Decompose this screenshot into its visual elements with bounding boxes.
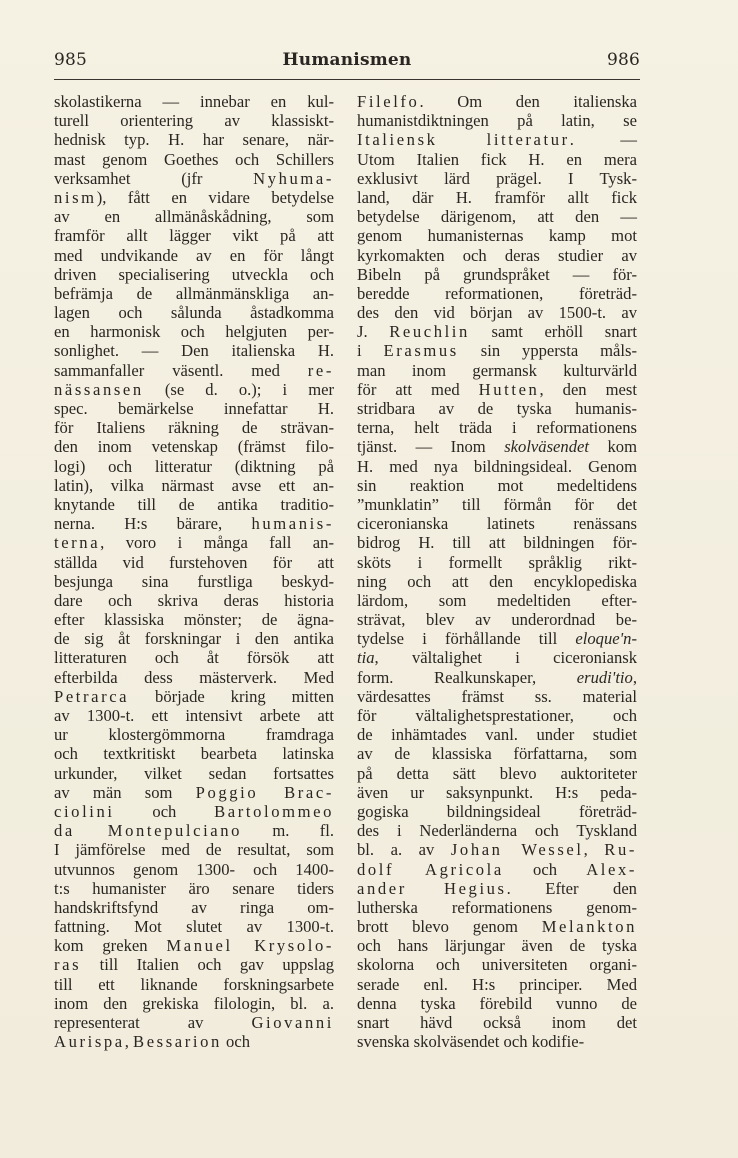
text-line <box>357 495 637 514</box>
spaced-name: Bessarion <box>133 1032 222 1052</box>
text-run: sin yppersta måls- <box>458 341 637 361</box>
text-run: bidrog H. till att bildningen för- <box>357 533 637 553</box>
spaced-name: Johan Wessel <box>450 840 584 860</box>
text-run: sammanfaller väsentl. med <box>54 360 308 380</box>
text-line <box>54 802 334 821</box>
text-line <box>357 418 637 437</box>
text-run: kom <box>589 437 637 457</box>
text-run: litteraturen och åt försök att <box>54 648 334 668</box>
text-line <box>357 533 637 552</box>
text-run: Bibeln på grundspråket — för- <box>357 264 637 284</box>
text-run: svenska skolväsendet och kodifie- <box>357 1032 585 1052</box>
spaced-name: ciolini <box>54 801 115 821</box>
text-line <box>357 572 637 591</box>
text-line <box>357 955 637 974</box>
spaced-name: Poggio Brac- <box>195 782 334 802</box>
text-run: tydelse i förhållande till <box>357 629 576 649</box>
text-line <box>357 303 637 322</box>
text-run: bl. a. av <box>357 840 451 860</box>
text-line <box>54 514 334 533</box>
text-line <box>54 341 334 360</box>
text-line <box>357 111 637 130</box>
text-line <box>54 361 334 380</box>
right-column <box>357 92 637 1051</box>
text-run: ), fått en vidare betydelse <box>96 187 334 207</box>
text-line <box>54 169 334 188</box>
text-run: I jämförelse med de resultat, som <box>54 840 334 860</box>
text-run: och textkritiskt bearbeta latinska <box>54 744 334 764</box>
text-line <box>357 610 637 629</box>
spaced-name: Giovanni <box>251 1013 334 1032</box>
text-run: . — <box>569 130 637 150</box>
text-run: Utom Italien fick H. en mera <box>357 149 637 169</box>
text-run: kom greken <box>54 936 167 956</box>
text-line <box>54 648 334 667</box>
text-line <box>54 898 334 917</box>
text-run: des den vid början av 1500-t. av <box>357 303 637 323</box>
text-line <box>357 840 637 859</box>
text-run: terna, helt träda i reformationens <box>357 418 637 438</box>
text-run: samt erhöll snart <box>469 322 637 342</box>
text-run: för att med <box>357 379 479 399</box>
spaced-name: Alex- <box>586 859 637 879</box>
text-line <box>357 764 637 783</box>
text-line <box>54 610 334 629</box>
text-line <box>54 821 334 840</box>
spaced-name: Melankton <box>541 917 637 937</box>
text-run: utvunnos genom 1300- och 1400- <box>54 859 334 879</box>
text-line <box>357 1013 637 1032</box>
text-run: form. Realkunskaper, <box>357 667 577 687</box>
text-line <box>54 533 334 552</box>
text-line <box>54 1013 334 1032</box>
text-run: ”munklatin” till förmån för det <box>357 494 637 514</box>
text-run: av män som <box>54 782 196 802</box>
text-run: en harmonisk och helgjuten per- <box>54 322 334 342</box>
text-line <box>357 687 637 706</box>
text-run: ställda vid furstehoven för att <box>54 552 334 572</box>
text-run: till Italien och gav uppslag <box>81 955 334 975</box>
text-run: tjänst. — Inom <box>357 437 505 457</box>
text-run: sköts i formellt språklig rikt- <box>357 552 637 572</box>
text-line <box>54 284 334 303</box>
text-run: befrämja de allmänmänskliga an- <box>54 283 334 303</box>
text-run: inom den grekiska filologin, bl. a. <box>54 993 334 1013</box>
text-line <box>54 303 334 322</box>
text-run: representerat av <box>54 1013 252 1032</box>
text-run: med undvikande av en för långt <box>54 245 334 265</box>
text-line <box>54 591 334 610</box>
spaced-name: nässansen <box>54 379 144 399</box>
text-line <box>54 476 334 495</box>
text-run: , <box>632 667 637 687</box>
text-run: för vältalighetsprestationer, och <box>357 706 637 725</box>
text-line <box>357 169 637 188</box>
text-run: började kring mitten <box>129 686 334 706</box>
text-run: de sig åt forskningar i den antika <box>54 629 334 649</box>
text-run: ning och att den encyklopediska <box>357 571 637 591</box>
text-line <box>357 783 637 802</box>
spaced-name: da Montepulciano <box>54 821 243 841</box>
text-run: dare och skriva deras historia <box>54 590 334 610</box>
text-run: och hans lärjungar även de tyska <box>357 936 637 956</box>
text-line <box>357 994 637 1013</box>
text-line <box>54 265 334 284</box>
italic-term: erudi'tio <box>576 667 633 687</box>
left-column <box>54 92 334 1051</box>
text-line <box>54 629 334 648</box>
text-run: mast genom Goethes och Schillers <box>54 149 334 169</box>
text-run: , den mest <box>539 379 637 399</box>
text-run: turell orientering av klassiskt- <box>54 111 334 131</box>
text-run: ur klostergömmorna framdraga <box>54 725 334 745</box>
text-run: , <box>583 840 605 860</box>
spaced-name: humanis- <box>251 514 334 534</box>
text-run: denna tyska förebild vunno de <box>357 993 637 1013</box>
text-line <box>54 744 334 763</box>
text-line <box>54 207 334 226</box>
text-run: fattning. Mot slutet av 1300-t. <box>54 917 334 937</box>
spaced-name: Petrarca <box>54 686 130 706</box>
text-line <box>54 994 334 1013</box>
text-run: strävat, blev av underordnad be- <box>357 610 637 630</box>
text-line <box>54 553 334 572</box>
text-run: i <box>357 341 384 361</box>
page-number-right: 986 <box>606 50 640 70</box>
text-line <box>357 553 637 572</box>
text-run: och <box>221 1032 250 1052</box>
text-run: värdesattes främst ss. material <box>357 686 637 706</box>
text-line <box>357 284 637 303</box>
text-run: av de klassiska författarna, som <box>357 744 637 764</box>
text-run: handskriftsfynd av ringa om- <box>54 897 334 917</box>
text-run: lärdom, som medeltiden efter- <box>357 590 637 610</box>
text-line <box>357 898 637 917</box>
spaced-name: re- <box>307 360 334 380</box>
italic-term: eloque'n- <box>575 629 637 649</box>
text-run: logi) och litteratur (diktning på <box>54 456 334 476</box>
text-line <box>54 955 334 974</box>
text-line <box>54 1032 334 1051</box>
text-run: humanistdiktningen på latin, se <box>357 111 637 131</box>
text-run: genom humanisternas kamp mot <box>357 226 637 246</box>
spaced-name: Reuchlin <box>389 322 470 342</box>
text-run: efter klassiska mönster; de ägna- <box>54 610 334 630</box>
text-run: av en allmänåskådning, som <box>54 207 334 227</box>
text-line <box>357 668 637 687</box>
text-line <box>54 226 334 245</box>
page-number-left: 985 <box>54 50 88 70</box>
text-line <box>357 226 637 245</box>
text-line <box>357 341 637 360</box>
spaced-name: nism <box>54 187 97 207</box>
text-run: ciceronianska latinets renässans <box>357 514 637 534</box>
text-line <box>54 975 334 994</box>
text-run: H. med nya bildningsideal. Genom <box>357 456 637 476</box>
text-run: gogiska bildningsideal företräd- <box>357 801 637 821</box>
text-line <box>357 821 637 840</box>
spaced-name: Aurispa <box>54 1032 125 1052</box>
text-line <box>54 380 334 399</box>
spaced-name: ander Hegius <box>357 878 507 898</box>
text-run: kyrkomakten och deras studier av <box>357 245 637 265</box>
text-line <box>357 725 637 744</box>
text-line <box>54 130 334 149</box>
text-run: serade enl. H:s principer. Med <box>357 974 637 994</box>
text-line <box>357 744 637 763</box>
text-line <box>54 246 334 265</box>
text-run: des i Nederländerna och Tyskland <box>357 821 637 841</box>
spaced-name: Manuel Krysolo- <box>166 936 334 956</box>
text-line <box>357 936 637 955</box>
italic-term: skolväsendet <box>504 437 589 457</box>
text-run: på detta sätt blevo auktoriteter <box>357 763 637 783</box>
spaced-name: Erasmus <box>383 341 459 361</box>
spaced-name: Bartolommeo <box>214 801 334 821</box>
text-line <box>54 879 334 898</box>
text-run: m. fl. <box>242 821 335 841</box>
text-line <box>54 399 334 418</box>
text-line <box>54 92 334 111</box>
text-line <box>357 706 637 725</box>
text-line <box>357 246 637 265</box>
text-line <box>357 265 637 284</box>
text-line <box>357 188 637 207</box>
text-run: verksamhet (jfr <box>54 168 254 188</box>
spaced-name: Hutten <box>478 379 540 399</box>
text-line <box>357 437 637 456</box>
text-run: t:s humanister äro senare tiders <box>54 878 334 898</box>
text-run: skolastikerna — innebar en kul- <box>54 92 334 111</box>
text-line <box>357 591 637 610</box>
text-run: och <box>503 859 587 879</box>
text-run: de inhämtades vanl. under studiet <box>357 725 637 745</box>
text-run: även ur saksynpunkt. H:s peda- <box>357 782 637 802</box>
text-line <box>357 648 637 667</box>
text-run: driven specialisering utveckla och <box>54 264 334 284</box>
text-line <box>54 437 334 456</box>
text-run: sonlighet. — Den italienska H. <box>54 341 334 361</box>
text-run: , voro i många fall an- <box>100 533 334 553</box>
text-line <box>54 572 334 591</box>
text-run: stridbara av de tyska humanis- <box>357 399 637 418</box>
text-run: betydelse därigenom, att den — <box>357 207 637 227</box>
text-line <box>54 687 334 706</box>
text-run: . Efter den <box>506 878 637 898</box>
text-run: exklusivt lärd prägel. I Tysk- <box>357 168 637 188</box>
running-title: Humanismen <box>282 50 412 70</box>
text-line <box>357 879 637 898</box>
text-run: , <box>124 1032 134 1052</box>
text-line <box>357 150 637 169</box>
text-run: framför allt lägger vikt på att <box>54 226 334 246</box>
text-line <box>54 188 334 207</box>
text-line <box>357 514 637 533</box>
text-line <box>357 1032 637 1051</box>
text-line <box>54 111 334 130</box>
text-line <box>357 361 637 380</box>
text-line <box>357 476 637 495</box>
text-line <box>357 457 637 476</box>
text-line <box>357 802 637 821</box>
text-line <box>54 418 334 437</box>
text-line <box>54 936 334 955</box>
text-run: den inom vetenskap (främst filo- <box>54 437 334 457</box>
text-line <box>54 840 334 859</box>
text-line <box>357 629 637 648</box>
text-run: snart hävd också inom det <box>357 1013 637 1032</box>
text-run: latin), vilka närmast avse ett an- <box>54 475 334 495</box>
text-run: knytande till de antika traditio- <box>54 494 334 514</box>
text-run: . Om den italienska <box>419 92 637 111</box>
header-rule <box>54 79 640 80</box>
text-line <box>54 764 334 783</box>
text-line <box>357 380 637 399</box>
spaced-name: Ru- <box>604 840 637 860</box>
text-line <box>54 706 334 725</box>
text-run: sin reaktion mot medeltidens <box>357 475 637 495</box>
text-run: och <box>114 801 215 821</box>
page-header <box>54 48 640 80</box>
text-run: lagen och sålunda åstadkomma <box>54 303 334 323</box>
text-run: brott blevo genom <box>357 917 542 937</box>
text-run: urkunder, vilket sedan fortsattes <box>54 763 334 783</box>
text-run: för Italiens räkning de strävan- <box>54 418 334 438</box>
text-run: land, där H. framför allt fick <box>357 187 637 207</box>
text-run: efterbilda dess mästerverk. Med <box>54 667 334 687</box>
text-run: man inom germansk kulturvärld <box>357 360 637 380</box>
text-run: , vältalighet i ciceroniansk <box>374 648 637 668</box>
text-line <box>54 668 334 687</box>
spaced-name: Filelfo <box>357 92 420 111</box>
spaced-name: Italiensk litteratur <box>357 130 570 150</box>
spaced-name: Nyhuma- <box>253 168 334 188</box>
text-run: av 1300-t. ett intensivt arbete att <box>54 706 334 725</box>
text-line <box>357 130 637 149</box>
text-line <box>357 92 637 111</box>
text-run: J. <box>357 322 390 342</box>
text-line <box>54 783 334 802</box>
text-line <box>54 457 334 476</box>
text-run: spec. bemärkelse innefattar H. <box>54 399 334 418</box>
text-run: (se d. o.); i mer <box>143 379 334 399</box>
text-line <box>54 495 334 514</box>
text-line <box>54 917 334 936</box>
text-line <box>357 975 637 994</box>
text-run: till ett liknande forskningsarbete <box>54 974 334 994</box>
italic-term: tia <box>357 648 375 668</box>
text-line <box>357 322 637 341</box>
spaced-name: terna <box>54 533 101 553</box>
spaced-name: dolf Agricola <box>357 859 504 879</box>
text-run: skolorna och universiteten organi- <box>357 955 637 975</box>
text-line <box>54 322 334 341</box>
text-run: besjunga sina furstliga beskyd- <box>54 571 334 591</box>
text-run: lutherska reformationens genom- <box>357 897 637 917</box>
text-line <box>54 725 334 744</box>
text-line <box>357 860 637 879</box>
text-line <box>357 917 637 936</box>
text-run: beredde reformationen, företräd- <box>357 283 637 303</box>
text-line <box>357 207 637 226</box>
text-line <box>54 150 334 169</box>
text-run: hednisk typ. H. har senare, när- <box>54 130 334 150</box>
text-line <box>357 399 637 418</box>
text-line <box>54 860 334 879</box>
spaced-name: ras <box>54 955 82 975</box>
text-run: nerna. H:s bärare, <box>54 514 252 534</box>
